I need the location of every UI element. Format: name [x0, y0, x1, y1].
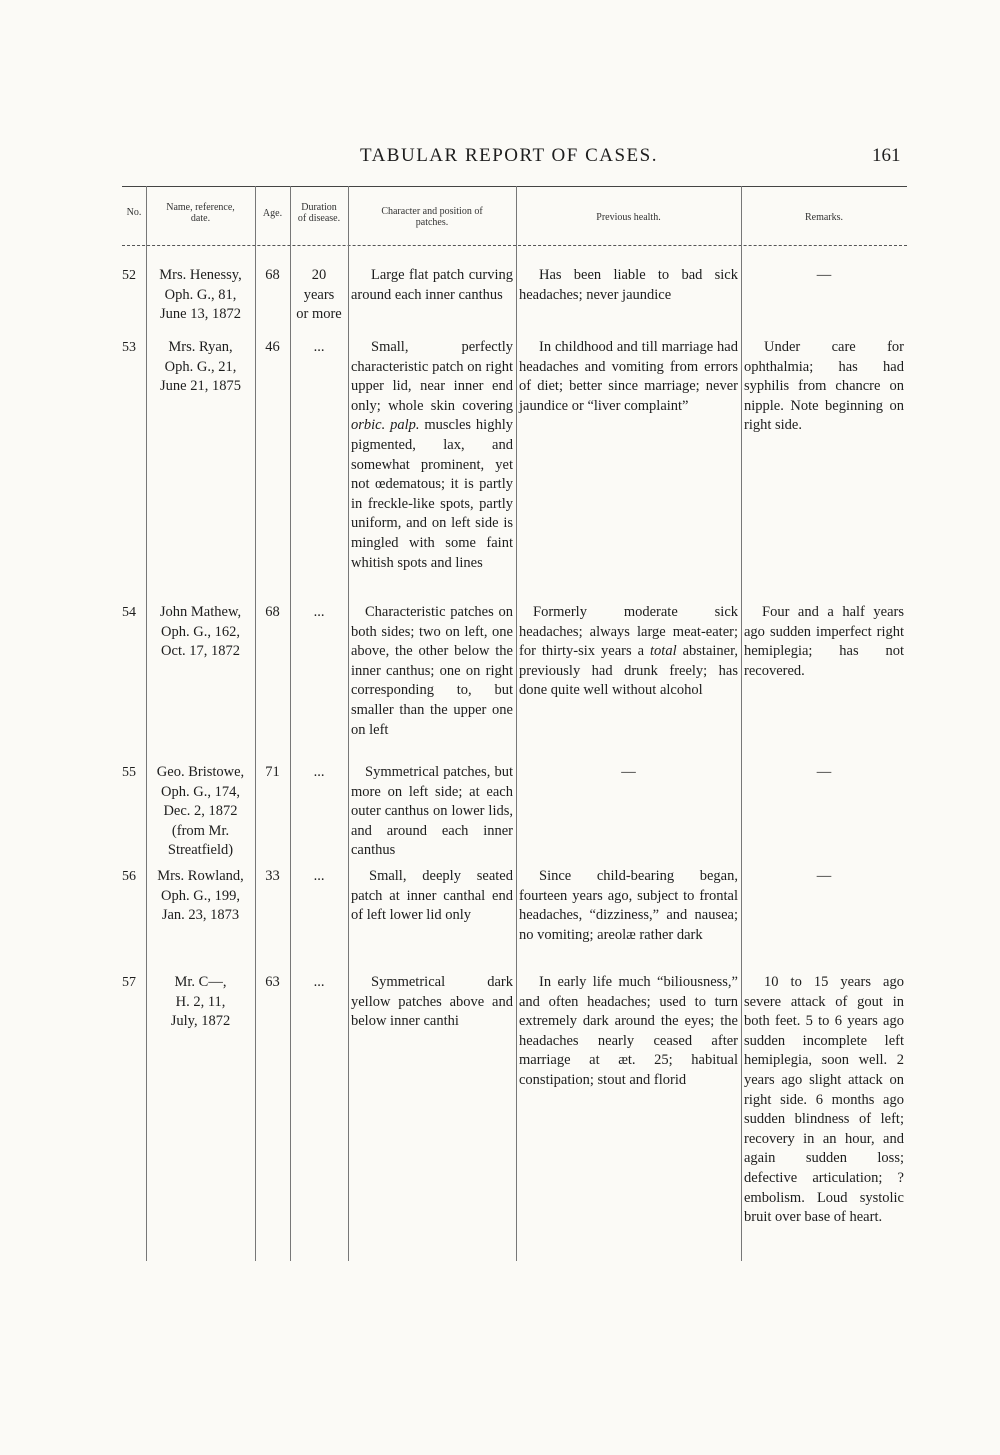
column-divider	[146, 186, 147, 1261]
case-number: 56	[122, 869, 136, 884]
case-remarks: 10 to 15 years ago severe attack of gout in both feet. 5 to 6 years ago sudden incomplete left hemiplegia, soon well. 2 years ago slight attack on right side. 6 months ago sudden blindness of left; recovery in an hour, and again sudden loss; defective articulation; ? embolism. Loud systolic bruit over base of heart.	[744, 974, 904, 1226]
running-title: TABULAR REPORT OF CASES.	[360, 145, 658, 166]
case-age: 71	[265, 764, 280, 780]
table-top-rule	[122, 186, 907, 187]
case-previous-health: Formerly moderate sick headaches; always large meat-eater; for thirty-six years a total abstainer, previously had drunk freely; has done quite well without alcohol	[519, 604, 738, 699]
header-no: No.	[126, 207, 142, 218]
case-previous-health: In childhood and till marriage had headaches and vomiting from errors of diet; better since marriage; never jaundice or “liver complaint”	[519, 339, 738, 414]
case-remarks: Four and a half years ago sudden imperfect right hemiplegia; has not recovered.	[744, 604, 904, 679]
case-remarks: —	[816, 267, 832, 283]
case-number: 52	[122, 268, 136, 283]
case-age: 63	[265, 974, 280, 990]
case-remarks: —	[816, 868, 832, 884]
column-divider	[516, 186, 517, 1261]
case-previous-health: Has been liable to bad sick headaches; never jaundice	[519, 267, 738, 303]
case-number: 53	[122, 340, 136, 355]
case-previous-health: In early life much “biliousness,” and often headaches; used to turn extremely dark around the eyes; the headaches nearly ceased after marriage at æt. 25; habitual constipation; stout and florid	[519, 974, 738, 1088]
header-remarks: Remarks.	[804, 212, 844, 223]
header-age: Age.	[262, 208, 283, 219]
case-duration: ...	[313, 974, 325, 990]
case-previous-health: —	[621, 764, 636, 780]
header-duration: Duration of disease.	[297, 202, 341, 224]
case-previous-health: Since child-bearing began, fourteen years ago, subject to frontal headaches, “dizziness,” and nausea; no vomiting; areolæ rather dark	[519, 868, 738, 943]
case-duration: ...	[313, 339, 325, 355]
case-remarks: Under care for ophthalmia; has had syphilis from chancre on nipple. Note beginning on right side.	[744, 339, 904, 434]
case-character: Large flat patch curving around each inner canthus	[351, 267, 513, 303]
case-age: 68	[265, 604, 280, 620]
case-duration: 20 years or more	[296, 267, 342, 323]
case-duration: ...	[313, 868, 325, 884]
case-name: Mrs. Rowland, Oph. G., 199, Jan. 23, 1873	[157, 868, 244, 924]
case-number: 57	[122, 975, 136, 990]
case-character: Symmetrical patches, but more on left side; at each outer canthus on lower lids, and around each inner canthus	[351, 764, 513, 859]
column-divider	[348, 186, 349, 1261]
case-character: Small, perfectly characteristic patch on right upper lid, near inner end only; whole skin covering orbic. palp. muscles highly pigmented, lax, and somewhat prominent, yet not œdematous; it is partly in freckle-like spots, partly uniform, and on left side is mingled with some faint whitish spots and lines	[351, 339, 513, 571]
case-character: Symmetrical dark yellow patches above and below inner canthi	[351, 974, 513, 1030]
case-duration: ...	[313, 604, 325, 620]
case-age: 33	[265, 868, 280, 884]
header-name: Name, reference, date.	[166, 202, 235, 224]
case-name: Geo. Bristowe, Oph. G., 174, Dec. 2, 1872 (from Mr. Streatfield)	[156, 764, 245, 859]
case-number: 54	[122, 605, 136, 620]
case-number: 55	[122, 765, 136, 780]
case-name: John Mathew, Oph. G., 162, Oct. 17, 1872	[159, 604, 242, 660]
header-previous-health: Previous health.	[596, 212, 661, 223]
header-bottom-rule	[122, 245, 907, 246]
column-divider	[741, 186, 742, 1261]
header-character: Character and position of patches.	[381, 206, 483, 228]
case-name: Mrs. Henessy, Oph. G., 81, June 13, 1872	[159, 267, 242, 323]
case-name: Mr. C—, H. 2, 11, July, 1872	[170, 974, 231, 1030]
case-duration: ...	[313, 764, 325, 780]
case-character: Small, deeply seated patch at inner canthal end of left lower lid only	[351, 868, 513, 924]
case-age: 46	[265, 339, 280, 355]
page-number: 161	[872, 145, 901, 166]
case-name: Mrs. Ryan, Oph. G., 21, June 21, 1875	[160, 339, 241, 395]
case-remarks: —	[816, 764, 832, 780]
case-age: 68	[265, 267, 280, 283]
case-character: Characteristic patches on both sides; two on left, one above, the other below the inner canthus; one on right corresponding to, but smaller than the upper one on left	[351, 604, 513, 738]
